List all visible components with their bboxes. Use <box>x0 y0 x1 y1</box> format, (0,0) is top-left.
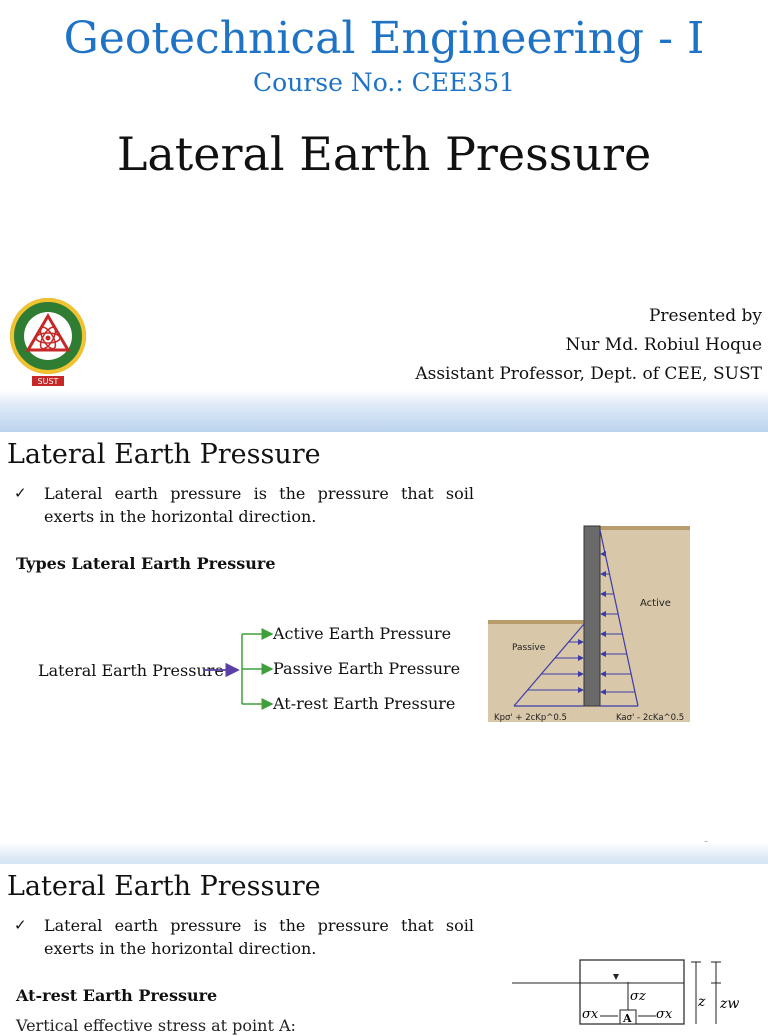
active-formula: Kaσ' - 2cKa^0.5 <box>616 713 685 723</box>
types-slide <box>0 432 768 852</box>
title-slide <box>0 0 768 432</box>
sigma-x-right-label: σx <box>656 1007 673 1022</box>
bullet-text: Lateral earth pressure is the pressure that soil exerts in the horizontal direction. <box>44 484 474 526</box>
bullet-point <box>14 482 474 528</box>
university-logo <box>6 294 90 390</box>
z-label: z <box>698 994 706 1010</box>
bullet-text: Lateral earth pressure is the pressure that soil exerts in the horizontal direction. <box>44 916 474 958</box>
topic-title: Lateral Earth Pressure <box>116 127 652 181</box>
presented-by-label: Presented by <box>648 306 762 326</box>
at-rest-slide <box>0 864 768 1035</box>
at-rest-subheading: At-rest Earth Pressure <box>16 986 218 1005</box>
point-a-label: A <box>623 1012 632 1025</box>
sigma-z-label: σz <box>630 989 646 1004</box>
presenter-position: Assistant Professor, Dept. of CEE, SUST <box>415 364 762 384</box>
course-title: Geotechnical Engineering - I <box>63 13 705 64</box>
slide-heading: Lateral Earth Pressure <box>7 439 321 470</box>
passive-formula: Kpσ' + 2cKp^0.5 <box>494 713 567 723</box>
retaining-wall-figure <box>488 524 692 724</box>
type-passive: Passive Earth Pressure <box>273 659 461 678</box>
branch-arrows <box>200 622 280 712</box>
checkmark-icon: ✓ <box>14 484 27 502</box>
sigma-x-left-label: σx <box>582 1007 599 1022</box>
type-at-rest: At-rest Earth Pressure <box>273 694 456 713</box>
course-number: Course No.: CEE351 <box>253 68 515 97</box>
flow-root-label: Lateral Earth Pressure <box>38 661 224 680</box>
bullet-point <box>14 914 474 960</box>
slide-heading: Lateral Earth Pressure <box>7 871 321 902</box>
logo-text: SUST <box>37 377 59 386</box>
slide-divider-band <box>0 390 768 432</box>
zw-label: zw <box>720 996 740 1012</box>
presenter-name: Nur Md. Robiul Hoque <box>565 335 762 355</box>
checkmark-icon: ✓ <box>14 916 27 934</box>
type-active: Active Earth Pressure <box>273 624 452 643</box>
types-subheading: Types Lateral Earth Pressure <box>16 554 276 573</box>
stress-element-figure <box>508 960 768 1024</box>
cut-off-text: Vertical effective stress at point A: <box>16 1016 296 1035</box>
presenter-block <box>415 302 762 389</box>
active-label: Active <box>640 598 671 609</box>
passive-label: Passive <box>512 643 546 653</box>
